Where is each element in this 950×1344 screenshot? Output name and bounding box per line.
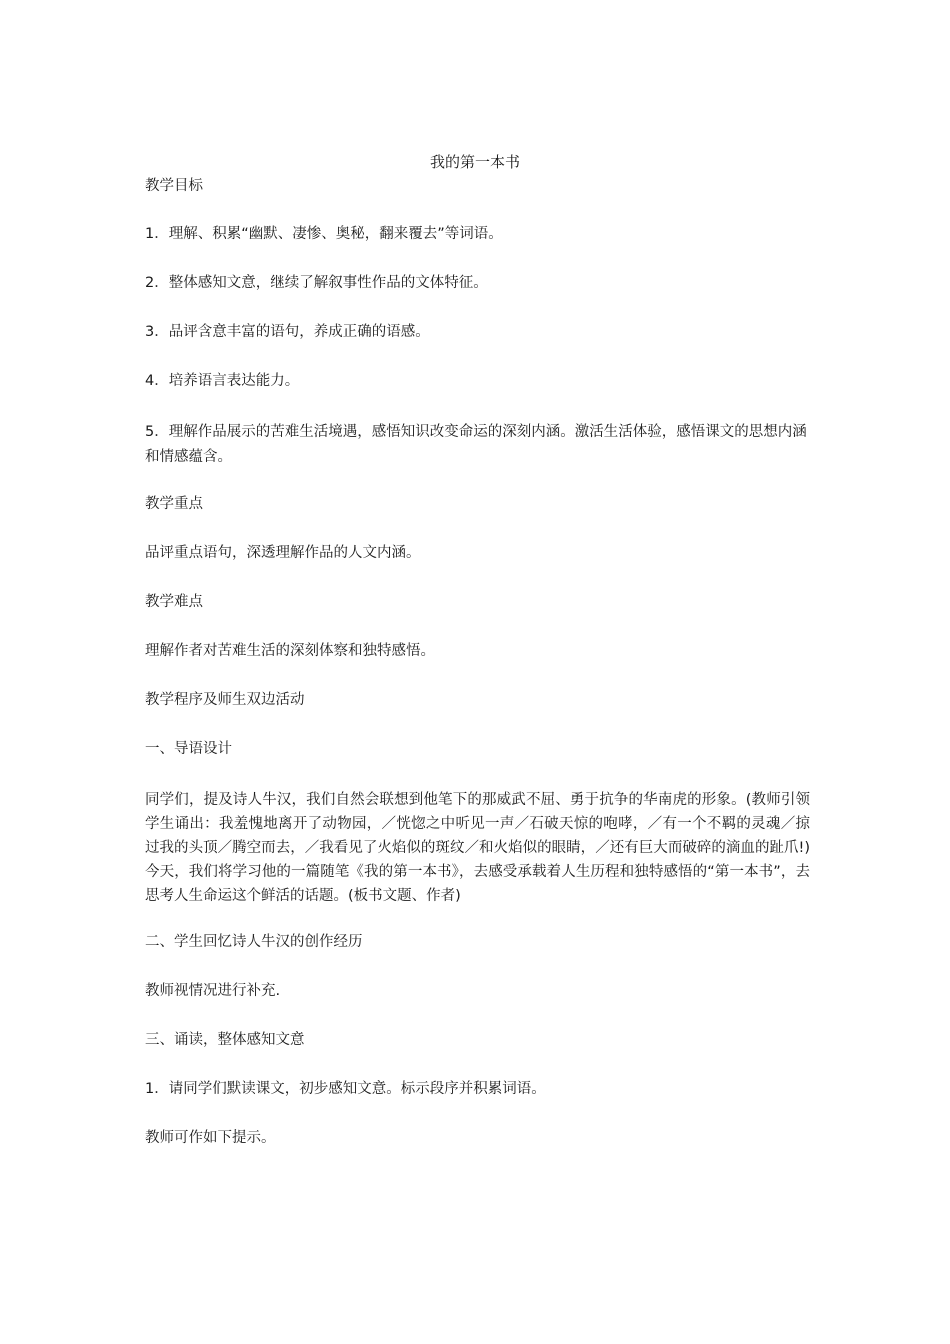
heading-key-points: 教学重点 [145, 496, 203, 512]
section-three-item-1: 1．请同学们默读课文，初步感知文意。标示段序并积累词语。 [145, 1081, 546, 1097]
document-body [145, 176, 810, 1177]
goal-item-3: 3．品评含意丰富的语句，养成正确的语感。 [145, 324, 430, 340]
goal-item-1: 1．理解、积累“幽默、凄惨、奥秘，翻来覆去”等词语。 [145, 226, 503, 242]
heading-difficulties: 教学难点 [145, 594, 203, 610]
section-intro-heading: 一、导语设计 [145, 741, 232, 757]
section-three-heading: 三、诵读，整体感知文意 [145, 1032, 305, 1048]
document-title: 我的第一本书 [429, 153, 520, 171]
intro-paragraph: 同学们，提及诗人牛汉，我们自然会联想到他笔下的那威武不屈、勇于抗争的华南虎的形象。(教师引领学生诵出：我羞愧地离开了动物园，／恍惚之中听见一声／石破天惊的咆哮，／有一个不羁的灵魂／掠过我的头顶／腾空而去，／我看见了火焰似的斑纹／和火焰似的眼睛，／还有巨大而破碎的滴血的趾爪!)今天，我们将学习他的一篇随笔《我的第一本书》，去感受承载着人生历程和独特感悟的“第一本书”，去思考人生命运这个鲜活的话题。(板书文题、作者) [145, 792, 810, 904]
heading-procedure: 教学程序及师生双边活动 [145, 692, 305, 708]
goal-item-5: 5．理解作品展示的苦难生活境遇，感悟知识改变命运的深刻内涵。激活生活体验，感悟课文的思想内涵和情感蕴含。 [145, 424, 807, 465]
section-two-text: 教师视情况进行补充. [145, 983, 281, 999]
section-two-heading: 二、学生回忆诗人牛汉的创作经历 [145, 934, 363, 950]
goal-item-2: 2．整体感知文意，继续了解叙事性作品的文体特征。 [145, 275, 488, 291]
goal-item-4: 4．培养语言表达能力。 [145, 373, 300, 389]
teacher-hint: 教师可作如下提示。 [145, 1130, 276, 1146]
heading-teaching-goals: 教学目标 [145, 178, 203, 194]
difficulties-text: 理解作者对苦难生活的深刻体察和独特感悟。 [145, 643, 435, 659]
key-points-text: 品评重点语句，深透理解作品的人文内涵。 [145, 545, 421, 561]
